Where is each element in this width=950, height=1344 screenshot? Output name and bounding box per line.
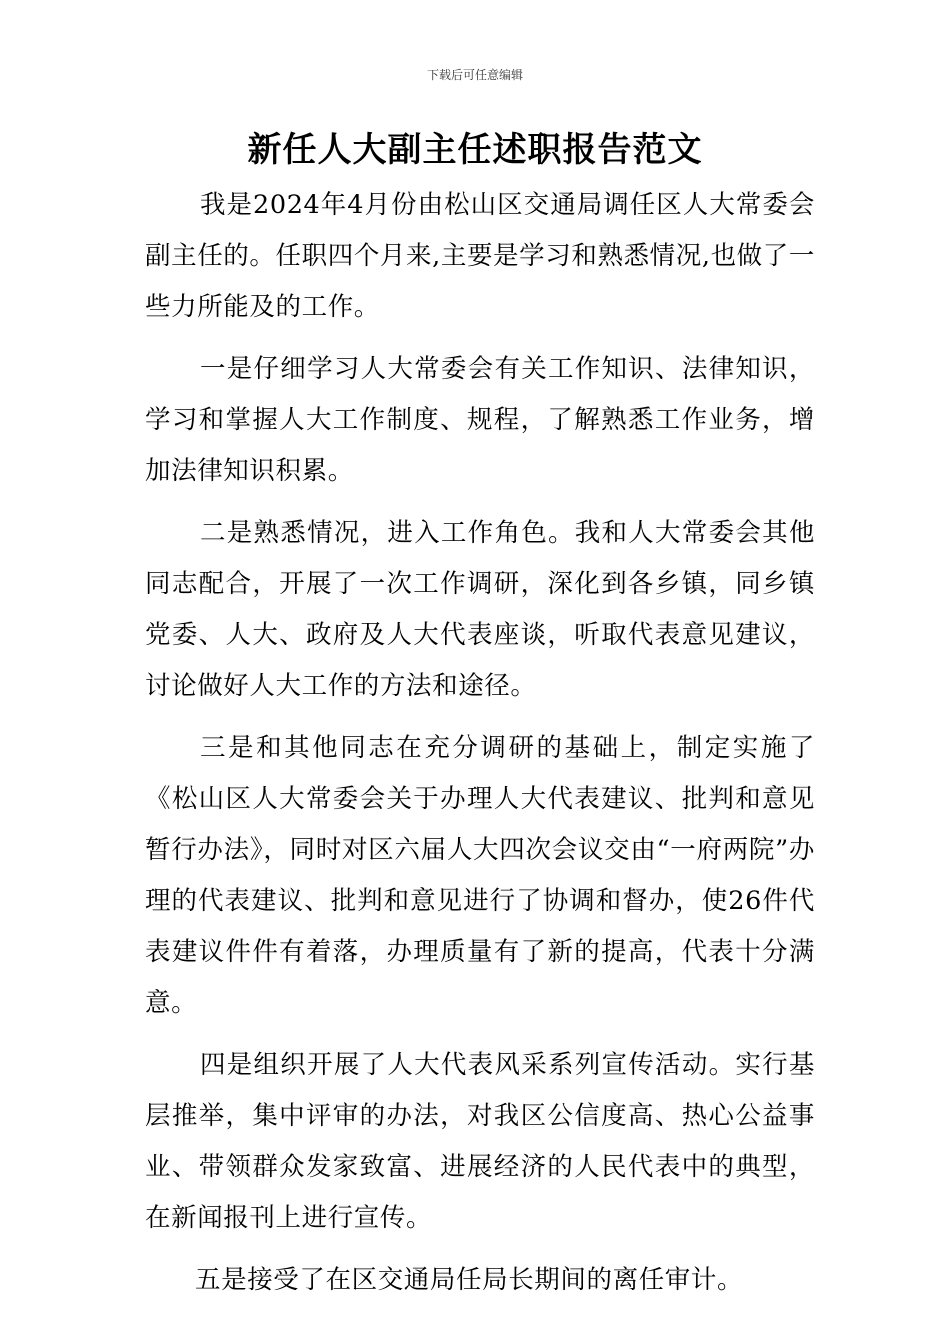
paragraph-2: 一是仔细学习人大常委会有关工作知识、法律知识，学习和掌握人大工作制度、规程，了解熟悉工作业务，增加法律知识积累。 (145, 354, 815, 486)
paragraph-6: 五是接受了在区交通局任局长期间的离任审计。 (195, 1265, 744, 1295)
document-title: 新任人大副主任述职报告范文 (247, 130, 703, 170)
paragraph-1: 我是2024年4月份由松山区交通局调任区人大常委会副主任的。任职四个月来,主要是学习和熟悉情况,也做了一些力所能及的工作。 (145, 190, 815, 322)
header-note: 下载后可任意编辑 (426, 68, 523, 82)
paragraph-4: 三是和其他同志在充分调研的基础上，制定实施了《松山区人大常委会关于办理人大代表建议、批判和意见暂行办法》，同时对区六届人大四次会议交由“一府两院”办理的代表建议、批判和意见进行了协调和督办，使26件代表建议件件有着落，办理质量有了新的提高，代表十分满意。 (145, 733, 815, 1018)
paragraph-3: 二是熟悉情况，进入工作角色。我和人大常委会其他同志配合，开展了一次工作调研，深化到各乡镇，同乡镇党委、人大、政府及人大代表座谈，听取代表意见建议，讨论做好人大工作的方法和途径。 (145, 518, 815, 701)
paragraph-5: 四是组织开展了人大代表风采系列宣传活动。实行基层推举，集中评审的办法，对我区公信度高、热心公益事业、带领群众发家致富、进展经济的人民代表中的典型，在新闻报刊上进行宣传。 (145, 1050, 815, 1233)
document-body (145, 180, 815, 1306)
